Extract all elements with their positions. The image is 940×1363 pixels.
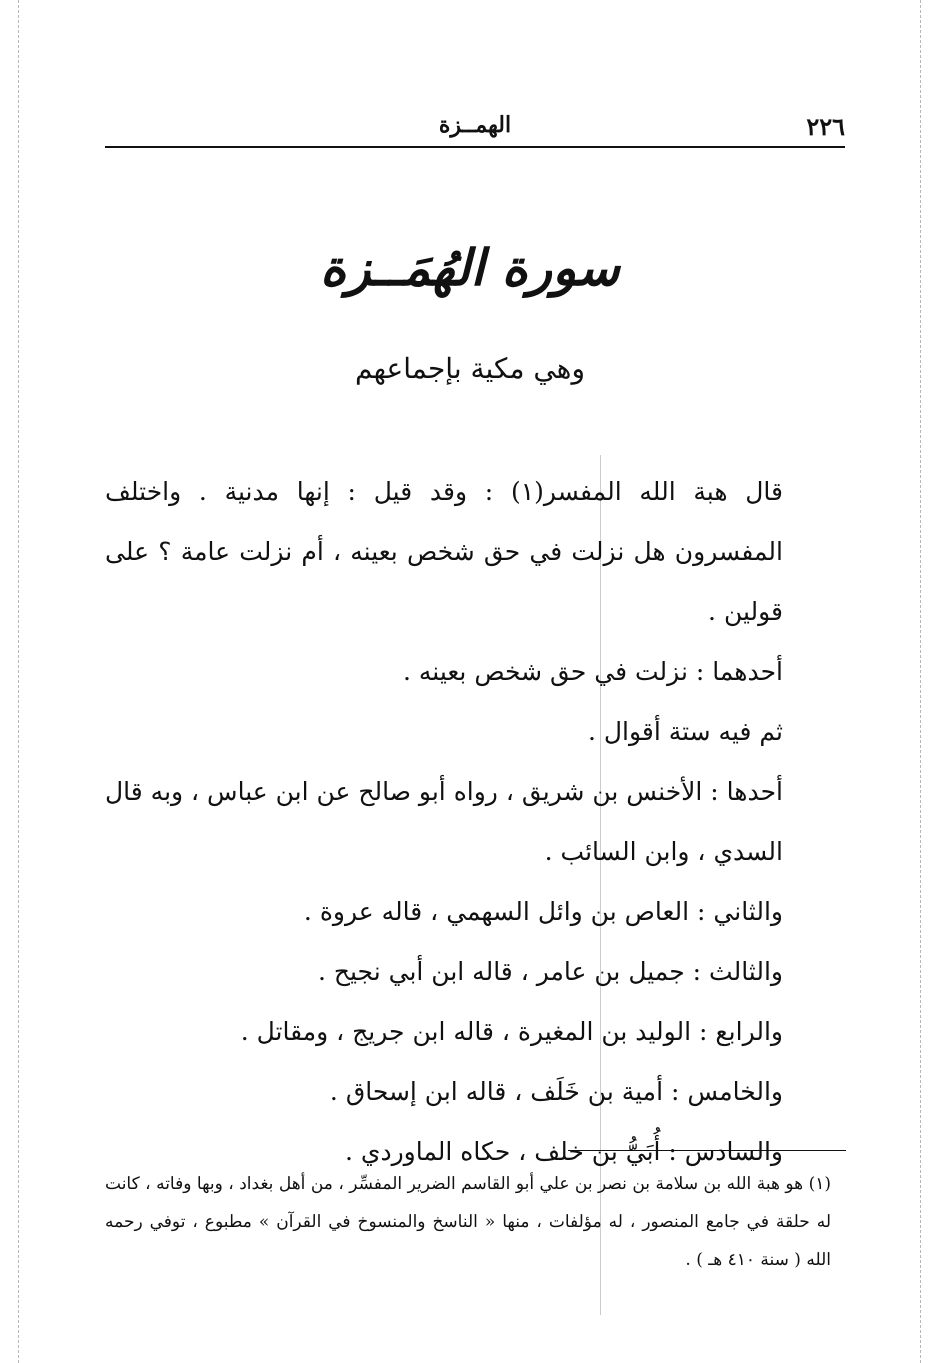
page-header	[105, 108, 845, 148]
footnotes	[105, 1165, 845, 1279]
page-margin-guide-left	[18, 0, 19, 1363]
saying-2: والثاني : العاص بن وائل السهمي ، قاله عروة .	[303, 897, 783, 926]
first-opinion: أحدهما : نزلت في حق شخص بعينه .	[402, 657, 783, 686]
six-sayings-line: ثم فيه ستة أقوال .	[587, 717, 783, 746]
page-number: ٢٢٦	[806, 112, 845, 141]
footnote-divider	[568, 1150, 846, 1151]
saying-6: والسادس : أُبَيُّ بن خلف ، حكاه الماوردي .	[344, 1137, 783, 1166]
footnote-1: (١) هو هبة الله بن سلامة بن نصر بن علي أبو القاسم الضرير المفسِّر ، من أهل بغداد ، وبها وفاته ، كانت له حلقة في جامع المنصور ، له مؤلفات ، منها « الناسخ والمنسوخ في القرآن » مطبوع ، توفي رحمه الله ( سنة ٤١٠ هـ ) .	[105, 1174, 831, 1270]
saying-4: والرابع : الوليد بن المغيرة ، قاله ابن جريج ، ومقاتل .	[240, 1017, 783, 1046]
surah-title: سورة الهُمَــزة	[320, 238, 620, 297]
surah-subtitle: وهي مكية بإجماعهم	[355, 352, 585, 385]
page-margin-guide-right	[920, 0, 921, 1363]
intro-paragraph: قال هبة الله المفسر(١) : وقد قيل : إنها مدنية . واختلف المفسرون هل نزلت في حق شخص بعينه ، أم نزلت عامة ؟ على قولين .	[105, 477, 783, 626]
saying-3: والثالث : جميل بن عامر ، قاله ابن أبي نجيح .	[317, 957, 783, 986]
running-head: الهمــزة	[438, 112, 512, 138]
saying-5: والخامس : أمية بن خَلَف ، قاله ابن إسحاق .	[329, 1077, 783, 1106]
main-text	[105, 462, 845, 1182]
saying-1: أحدها : الأخنس بن شريق ، رواه أبو صالح عن ابن عباس ، وبه قال السدي ، وابن السائب .	[104, 777, 783, 866]
